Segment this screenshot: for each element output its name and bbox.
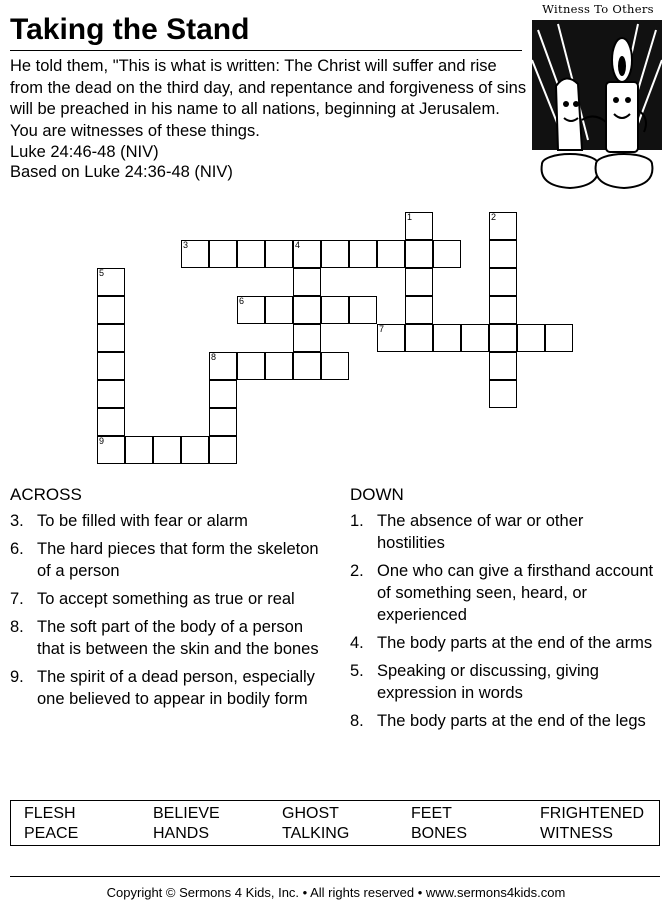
crossword-cell[interactable] [377, 240, 405, 268]
clue-text: The hard pieces that form the skeleton of a person [37, 540, 319, 580]
clue-number-label: 2 [491, 212, 497, 222]
across-heading: ACROSS [10, 485, 82, 504]
crossword-cell[interactable] [97, 324, 125, 352]
clue-text: The soft part of the body of a person that is between the skin and the bones [37, 618, 319, 658]
crossword-cell[interactable] [97, 352, 125, 380]
crossword-cell[interactable] [461, 324, 489, 352]
clue-text: To be filled with fear or alarm [37, 512, 248, 530]
crossword-cell[interactable] [545, 324, 573, 352]
crossword-cell[interactable] [293, 324, 321, 352]
clue-down-2 [350, 560, 655, 626]
clue-across-7 [10, 588, 330, 610]
word-bank-item: FEET [411, 805, 452, 822]
page-title: Taking the Stand [10, 13, 250, 46]
clue-across-6 [10, 538, 330, 582]
crossword-cell[interactable] [405, 268, 433, 296]
clue-down-4 [350, 632, 655, 654]
crossword-cell[interactable] [405, 324, 433, 352]
crossword-cell[interactable] [237, 240, 265, 268]
scripture-passage [10, 56, 530, 164]
crossword-cell[interactable] [517, 324, 545, 352]
clue-number: 4. [350, 634, 364, 652]
scripture-text: He told them, "This is what is written: The Christ will suffer and rise from the dead on the third day, and repentance and forgiveness of sins will be preached in his name to all nations, beginning at Jerusalem. You are witnesses of these things. [10, 57, 527, 140]
clue-text: The spirit of a dead person, especially one believed to appear in bodily form [37, 668, 315, 708]
crossword-cell[interactable] [153, 436, 181, 464]
crossword-cell[interactable] [489, 268, 517, 296]
crossword-cell[interactable] [265, 296, 293, 324]
candles-illustration-icon [528, 0, 668, 196]
crossword-cell[interactable] [265, 352, 293, 380]
crossword-cell[interactable] [125, 436, 153, 464]
clue-down-5 [350, 660, 655, 704]
clue-number: 3. [10, 512, 24, 530]
crossword-cell[interactable] [237, 352, 265, 380]
word-bank-item: FLESH [24, 805, 76, 822]
word-bank-item: HANDS [153, 825, 210, 842]
crossword-cell[interactable] [489, 380, 517, 408]
word-bank-item: BONES [411, 825, 468, 842]
clue-number-label: 3 [183, 240, 189, 250]
clue-down-1 [350, 510, 655, 554]
clue-number: 8. [350, 712, 364, 730]
clue-number: 5. [350, 662, 364, 680]
crossword-cell[interactable] [209, 436, 237, 464]
crossword-cell[interactable] [97, 436, 125, 464]
clue-number: 8. [10, 618, 24, 636]
crossword-cell[interactable] [489, 352, 517, 380]
clue-text: The body parts at the end of the arms [377, 634, 653, 652]
crossword-cell[interactable] [97, 268, 125, 296]
crossword-cell[interactable] [489, 212, 517, 240]
scripture-reference: Luke 24:46-48 (NIV) [10, 143, 159, 161]
word-bank-item: FRIGHTENED [540, 805, 644, 822]
crossword-cell[interactable] [209, 380, 237, 408]
crossword-cell[interactable] [237, 296, 265, 324]
crossword-cell[interactable] [349, 296, 377, 324]
crossword-cell[interactable] [489, 296, 517, 324]
word-bank-item: BELIEVE [153, 805, 220, 822]
clue-number: 1. [350, 512, 364, 530]
word-bank-item: PEACE [24, 825, 79, 842]
clue-number: 9. [10, 668, 24, 686]
crossword-cell[interactable] [293, 352, 321, 380]
crossword-cell[interactable] [181, 240, 209, 268]
crossword-cell[interactable] [405, 240, 433, 268]
crossword-cell[interactable] [265, 240, 293, 268]
crossword-cell[interactable] [489, 240, 517, 268]
clue-text: One who can give a firsthand account of something seen, heard, or experienced [377, 562, 654, 624]
crossword-cell[interactable] [489, 324, 517, 352]
clue-number-label: 1 [407, 212, 413, 222]
crossword-cell[interactable] [405, 296, 433, 324]
crossword-cell[interactable] [209, 240, 237, 268]
clue-text: The absence of war or other hostilities [377, 512, 584, 552]
crossword-cell[interactable] [97, 408, 125, 436]
clue-across-9 [10, 666, 330, 710]
crossword-cell[interactable] [321, 296, 349, 324]
clue-number: 2. [350, 562, 364, 580]
crossword-cell[interactable] [97, 380, 125, 408]
word-bank-item: WITNESS [540, 825, 613, 842]
crossword-cell[interactable] [433, 324, 461, 352]
witness-to-others-logo [528, 0, 668, 196]
crossword-cell[interactable] [293, 268, 321, 296]
clue-text: The body parts at the end of the legs [377, 712, 646, 730]
crossword-cell[interactable] [181, 436, 209, 464]
clue-text: Speaking or discussing, giving expression in words [377, 662, 599, 702]
clue-number-label: 8 [211, 352, 217, 362]
crossword-cell[interactable] [321, 352, 349, 380]
copyright-footer: Copyright © Sermons 4 Kids, Inc. • All rights reserved • www.sermons4kids.com [106, 885, 566, 900]
footer-divider [10, 876, 660, 877]
clue-text: To accept something as true or real [37, 590, 295, 608]
clue-across-3 [10, 510, 330, 532]
crossword-cell[interactable] [321, 240, 349, 268]
down-heading: DOWN [350, 485, 404, 504]
crossword-cell[interactable] [293, 296, 321, 324]
clue-number-label: 7 [379, 324, 385, 334]
clue-across-8 [10, 616, 330, 660]
logo-caption: Witness To Others [542, 2, 654, 16]
clue-number-label: 6 [239, 296, 245, 306]
word-bank-item: TALKING [282, 825, 350, 842]
crossword-cell[interactable] [349, 240, 377, 268]
word-bank-item: GHOST [282, 805, 339, 822]
clue-number-label: 9 [99, 436, 105, 446]
across-clues [10, 484, 330, 716]
title-divider [10, 50, 522, 51]
crossword-cell[interactable] [209, 352, 237, 380]
down-clues [350, 484, 655, 738]
crossword-cell[interactable] [405, 212, 433, 240]
clue-number: 6. [10, 540, 24, 558]
crossword-cell[interactable] [209, 408, 237, 436]
clue-number: 7. [10, 590, 24, 608]
clue-number-label: 5 [99, 268, 105, 278]
word-bank [10, 800, 660, 846]
crossword-cell[interactable] [97, 296, 125, 324]
crossword-cell[interactable] [293, 240, 321, 268]
clue-down-8 [350, 710, 655, 732]
crossword-cell[interactable] [433, 240, 461, 268]
clue-number-label: 4 [295, 240, 301, 250]
crossword-cell[interactable] [377, 324, 405, 352]
based-on-reference: Based on Luke 24:36-48 (NIV) [10, 163, 233, 181]
